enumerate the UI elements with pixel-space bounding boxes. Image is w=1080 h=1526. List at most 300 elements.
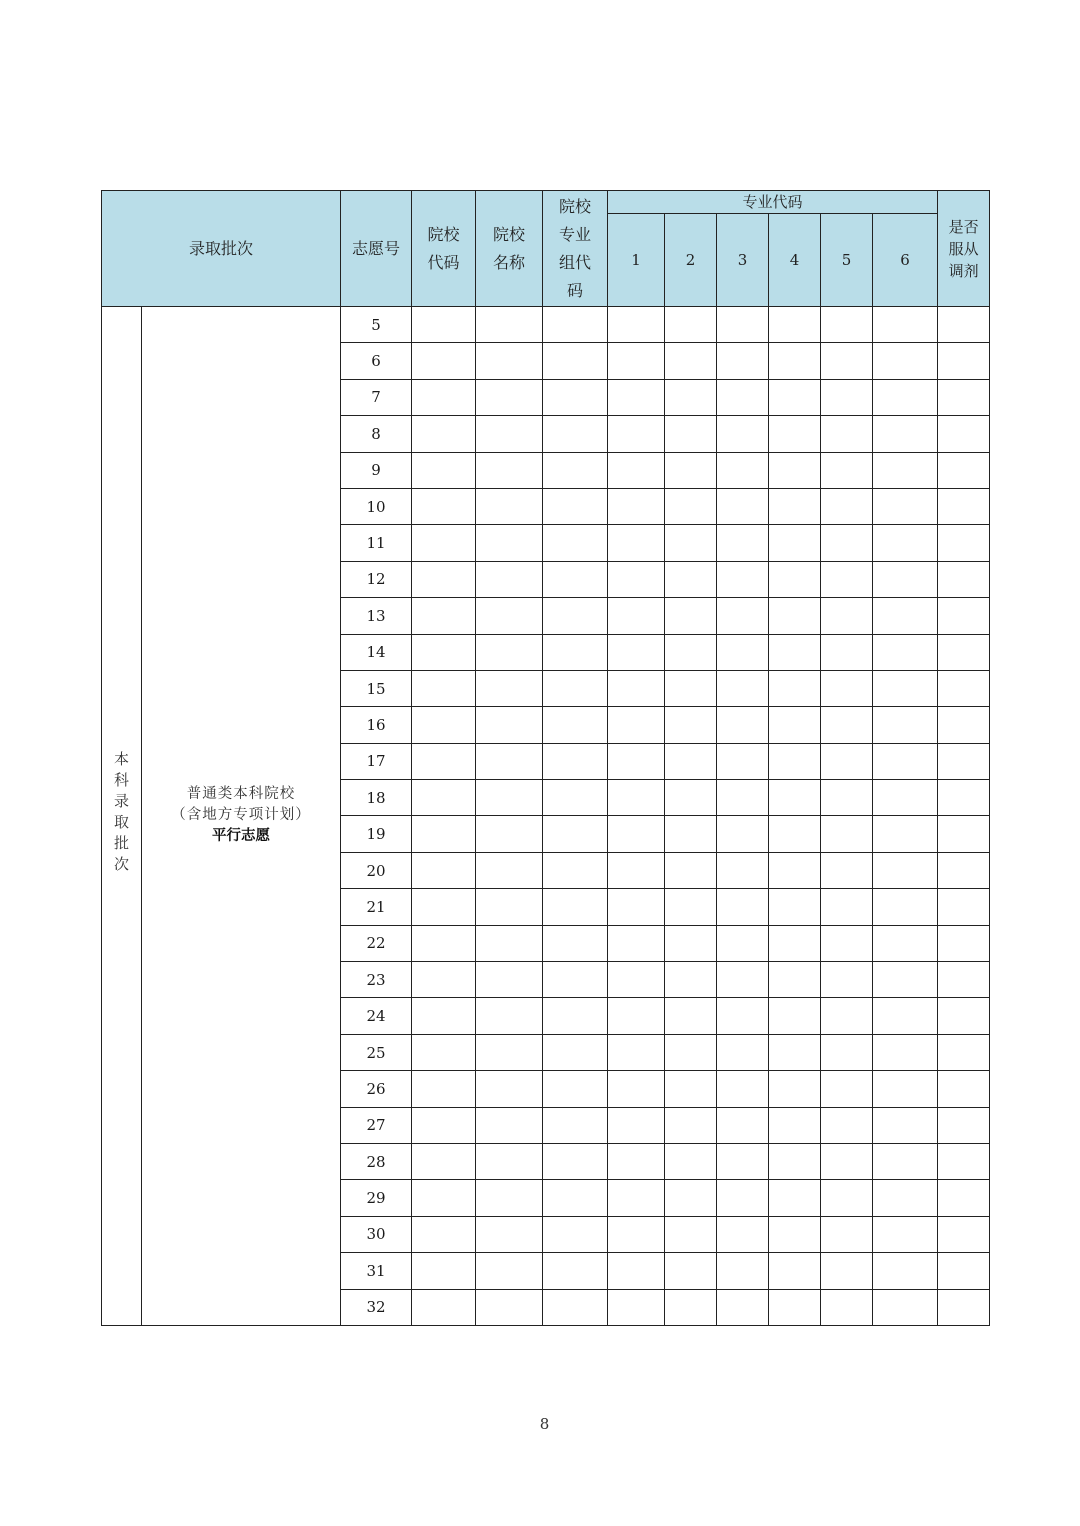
volunteer-number-cell: 22 [341,925,412,961]
major-2-cell[interactable] [665,488,717,524]
school-code-cell[interactable] [412,743,476,779]
major-group-code-cell[interactable] [543,1289,608,1325]
major-3-cell[interactable] [717,1216,769,1252]
major-1-cell[interactable] [608,1034,665,1070]
adjustment-cell[interactable] [938,889,990,925]
major-group-code-cell[interactable] [543,307,608,343]
school-name-cell[interactable] [476,852,543,888]
major-3-cell[interactable] [717,670,769,706]
major-3-cell[interactable] [717,1180,769,1216]
school-code-cell[interactable] [412,1253,476,1289]
major-3-cell[interactable] [717,343,769,379]
school-name-cell[interactable] [476,925,543,961]
major-4-cell[interactable] [769,343,821,379]
school-name-cell[interactable] [476,707,543,743]
major-group-code-cell[interactable] [543,1071,608,1107]
major-2-cell[interactable] [665,307,717,343]
major-4-cell[interactable] [769,1071,821,1107]
major-1-cell[interactable] [608,1107,665,1143]
major-6-cell[interactable] [873,452,938,488]
major-2-cell[interactable] [665,962,717,998]
major-5-cell[interactable] [821,307,873,343]
major-2-cell[interactable] [665,416,717,452]
major-4-cell[interactable] [769,1289,821,1325]
adjustment-cell[interactable] [938,598,990,634]
major-5-cell[interactable] [821,1289,873,1325]
major-3-cell[interactable] [717,852,769,888]
school-code-cell[interactable] [412,488,476,524]
major-4-cell[interactable] [769,1143,821,1179]
major-1-cell[interactable] [608,1289,665,1325]
major-2-cell[interactable] [665,634,717,670]
major-4-cell[interactable] [769,561,821,597]
school-name-cell[interactable] [476,488,543,524]
major-group-code-cell[interactable] [543,598,608,634]
major-1-cell[interactable] [608,488,665,524]
major-2-cell[interactable] [665,343,717,379]
school-code-cell[interactable] [412,307,476,343]
major-5-cell[interactable] [821,379,873,415]
school-name-cell[interactable] [476,1180,543,1216]
adjustment-cell[interactable] [938,925,990,961]
major-5-cell[interactable] [821,1253,873,1289]
school-code-cell[interactable] [412,452,476,488]
major-group-code-cell[interactable] [543,1180,608,1216]
school-code-cell[interactable] [412,634,476,670]
major-2-cell[interactable] [665,889,717,925]
major-2-cell[interactable] [665,1253,717,1289]
major-group-code-cell[interactable] [543,816,608,852]
table-row [102,307,990,343]
school-code-cell[interactable] [412,598,476,634]
major-1-cell[interactable] [608,525,665,561]
major-group-code-cell[interactable] [543,1107,608,1143]
major-1-cell[interactable] [608,889,665,925]
major-3-cell[interactable] [717,1107,769,1143]
major-1-cell[interactable] [608,780,665,816]
major-3-cell[interactable] [717,561,769,597]
school-code-cell[interactable] [412,816,476,852]
school-name-cell[interactable] [476,1289,543,1325]
major-2-cell[interactable] [665,1180,717,1216]
major-1-cell[interactable] [608,416,665,452]
major-1-cell[interactable] [608,561,665,597]
major-4-cell[interactable] [769,379,821,415]
major-1-cell[interactable] [608,743,665,779]
adjustment-cell[interactable] [938,525,990,561]
major-6-cell[interactable] [873,1107,938,1143]
major-6-cell[interactable] [873,307,938,343]
major-4-cell[interactable] [769,307,821,343]
major-group-code-cell[interactable] [543,452,608,488]
major-5-cell[interactable] [821,1143,873,1179]
adjustment-cell[interactable] [938,1034,990,1070]
major-group-code-cell[interactable] [543,416,608,452]
school-name-cell[interactable] [476,743,543,779]
school-name-cell[interactable] [476,889,543,925]
major-group-code-cell[interactable] [543,780,608,816]
major-6-cell[interactable] [873,816,938,852]
major-1-cell[interactable] [608,998,665,1034]
major-3-cell[interactable] [717,816,769,852]
major-1-cell[interactable] [608,852,665,888]
major-6-cell[interactable] [873,379,938,415]
school-code-cell[interactable] [412,1180,476,1216]
school-code-cell[interactable] [412,379,476,415]
major-6-cell[interactable] [873,1034,938,1070]
major-1-cell[interactable] [608,1216,665,1252]
major-6-cell[interactable] [873,1216,938,1252]
major-2-cell[interactable] [665,1289,717,1325]
major-2-cell[interactable] [665,525,717,561]
adjustment-cell[interactable] [938,1143,990,1179]
major-group-code-cell[interactable] [543,561,608,597]
school-name-cell[interactable] [476,1071,543,1107]
major-5-cell[interactable] [821,525,873,561]
adjustment-cell[interactable] [938,670,990,706]
adjustment-cell[interactable] [938,962,990,998]
major-2-cell[interactable] [665,816,717,852]
school-name-cell[interactable] [476,307,543,343]
adjustment-cell[interactable] [938,561,990,597]
school-name-cell[interactable] [476,525,543,561]
major-5-cell[interactable] [821,670,873,706]
major-1-cell[interactable] [608,598,665,634]
school-name-cell[interactable] [476,816,543,852]
volunteer-number-cell: 20 [341,852,412,888]
adjustment-cell[interactable] [938,452,990,488]
major-2-cell[interactable] [665,925,717,961]
major-4-cell[interactable] [769,634,821,670]
school-name-cell[interactable] [476,1107,543,1143]
major-6-cell[interactable] [873,670,938,706]
major-6-cell[interactable] [873,925,938,961]
volunteer-number-cell: 18 [341,780,412,816]
adjustment-cell[interactable] [938,379,990,415]
volunteer-number-cell: 28 [341,1143,412,1179]
adjustment-cell[interactable] [938,1289,990,1325]
school-name-cell[interactable] [476,670,543,706]
major-2-cell[interactable] [665,379,717,415]
header-major-group-code-text: 院校专业组代码 [559,196,592,300]
major-group-code-cell[interactable] [543,1143,608,1179]
major-4-cell[interactable] [769,925,821,961]
adjustment-cell[interactable] [938,1216,990,1252]
major-5-cell[interactable] [821,1107,873,1143]
major-2-cell[interactable] [665,1034,717,1070]
major-5-cell[interactable] [821,1216,873,1252]
adjustment-cell[interactable] [938,634,990,670]
major-3-cell[interactable] [717,1071,769,1107]
major-1-cell[interactable] [608,707,665,743]
major-6-cell[interactable] [873,780,938,816]
major-3-cell[interactable] [717,1253,769,1289]
major-5-cell[interactable] [821,780,873,816]
major-6-cell[interactable] [873,416,938,452]
major-group-code-cell[interactable] [543,634,608,670]
major-group-code-cell[interactable] [543,1034,608,1070]
major-group-code-cell[interactable] [543,343,608,379]
major-4-cell[interactable] [769,780,821,816]
major-3-cell[interactable] [717,598,769,634]
major-1-cell[interactable] [608,452,665,488]
major-5-cell[interactable] [821,852,873,888]
school-code-cell[interactable] [412,852,476,888]
adjustment-cell[interactable] [938,816,990,852]
adjustment-cell[interactable] [938,1253,990,1289]
major-3-cell[interactable] [717,780,769,816]
major-group-code-cell[interactable] [543,707,608,743]
school-name-cell[interactable] [476,1253,543,1289]
major-5-cell[interactable] [821,598,873,634]
major-1-cell[interactable] [608,634,665,670]
header-volunteer-number: 志愿号 [341,191,412,307]
major-4-cell[interactable] [769,707,821,743]
school-code-cell[interactable] [412,1034,476,1070]
major-2-cell[interactable] [665,998,717,1034]
major-5-cell[interactable] [821,1180,873,1216]
major-4-cell[interactable] [769,962,821,998]
major-5-cell[interactable] [821,962,873,998]
major-1-cell[interactable] [608,670,665,706]
adjustment-cell[interactable] [938,1107,990,1143]
major-5-cell[interactable] [821,343,873,379]
major-3-cell[interactable] [717,1143,769,1179]
adjustment-cell[interactable] [938,343,990,379]
major-5-cell[interactable] [821,1071,873,1107]
volunteer-number-cell: 19 [341,816,412,852]
school-code-cell[interactable] [412,1289,476,1325]
school-code-cell[interactable] [412,1107,476,1143]
major-6-cell[interactable] [873,488,938,524]
major-5-cell[interactable] [821,416,873,452]
major-5-cell[interactable] [821,816,873,852]
school-name-cell[interactable] [476,634,543,670]
major-3-cell[interactable] [717,1034,769,1070]
major-4-cell[interactable] [769,1253,821,1289]
major-2-cell[interactable] [665,852,717,888]
school-name-cell[interactable] [476,1143,543,1179]
adjustment-cell[interactable] [938,780,990,816]
major-4-cell[interactable] [769,1180,821,1216]
major-2-cell[interactable] [665,707,717,743]
category-line-2: （含地方专项计划） [171,807,311,824]
school-name-cell[interactable] [476,1216,543,1252]
major-2-cell[interactable] [665,780,717,816]
major-5-cell[interactable] [821,925,873,961]
major-4-cell[interactable] [769,416,821,452]
major-5-cell[interactable] [821,634,873,670]
major-4-cell[interactable] [769,816,821,852]
header-school-code [412,191,476,307]
school-code-cell[interactable] [412,670,476,706]
volunteer-number-cell: 5 [341,307,412,343]
major-2-cell[interactable] [665,452,717,488]
major-3-cell[interactable] [717,743,769,779]
major-1-cell[interactable] [608,307,665,343]
header-school-code-text: 院校代码 [427,224,460,272]
major-6-cell[interactable] [873,962,938,998]
major-3-cell[interactable] [717,707,769,743]
major-6-cell[interactable] [873,634,938,670]
school-code-cell[interactable] [412,925,476,961]
volunteer-number-cell: 25 [341,1034,412,1070]
major-3-cell[interactable] [717,379,769,415]
major-6-cell[interactable] [873,743,938,779]
major-4-cell[interactable] [769,1216,821,1252]
major-6-cell[interactable] [873,343,938,379]
major-4-cell[interactable] [769,452,821,488]
major-3-cell[interactable] [717,962,769,998]
major-3-cell[interactable] [717,1289,769,1325]
major-group-code-cell[interactable] [543,962,608,998]
major-3-cell[interactable] [717,416,769,452]
school-name-cell[interactable] [476,598,543,634]
major-5-cell[interactable] [821,743,873,779]
major-1-cell[interactable] [608,962,665,998]
school-code-cell[interactable] [412,962,476,998]
major-5-cell[interactable] [821,707,873,743]
adjustment-cell[interactable] [938,1071,990,1107]
volunteer-number-cell: 8 [341,416,412,452]
header-major-col-1: 1 [608,214,665,307]
major-1-cell[interactable] [608,816,665,852]
school-name-cell[interactable] [476,343,543,379]
major-4-cell[interactable] [769,670,821,706]
major-6-cell[interactable] [873,1180,938,1216]
major-group-code-cell[interactable] [543,852,608,888]
major-2-cell[interactable] [665,561,717,597]
major-4-cell[interactable] [769,598,821,634]
major-1-cell[interactable] [608,1180,665,1216]
major-5-cell[interactable] [821,561,873,597]
school-name-cell[interactable] [476,452,543,488]
school-name-cell[interactable] [476,379,543,415]
school-code-cell[interactable] [412,1143,476,1179]
major-6-cell[interactable] [873,1253,938,1289]
school-code-cell[interactable] [412,343,476,379]
major-6-cell[interactable] [873,525,938,561]
major-2-cell[interactable] [665,670,717,706]
major-6-cell[interactable] [873,852,938,888]
major-4-cell[interactable] [769,998,821,1034]
adjustment-cell[interactable] [938,707,990,743]
major-1-cell[interactable] [608,1071,665,1107]
major-3-cell[interactable] [717,634,769,670]
major-group-code-cell[interactable] [543,925,608,961]
major-4-cell[interactable] [769,852,821,888]
major-4-cell[interactable] [769,1034,821,1070]
major-4-cell[interactable] [769,525,821,561]
major-group-code-cell[interactable] [543,670,608,706]
major-2-cell[interactable] [665,598,717,634]
adjustment-cell[interactable] [938,307,990,343]
school-code-cell[interactable] [412,780,476,816]
major-group-code-cell[interactable] [543,743,608,779]
major-4-cell[interactable] [769,889,821,925]
adjustment-cell[interactable] [938,488,990,524]
major-1-cell[interactable] [608,379,665,415]
adjustment-cell[interactable] [938,998,990,1034]
school-code-cell[interactable] [412,561,476,597]
major-6-cell[interactable] [873,1071,938,1107]
major-2-cell[interactable] [665,1216,717,1252]
school-code-cell[interactable] [412,1071,476,1107]
school-code-cell[interactable] [412,707,476,743]
major-2-cell[interactable] [665,1071,717,1107]
header-major-group-code [543,191,608,307]
adjustment-cell[interactable] [938,416,990,452]
school-code-cell[interactable] [412,1216,476,1252]
major-6-cell[interactable] [873,998,938,1034]
major-group-code-cell[interactable] [543,889,608,925]
major-6-cell[interactable] [873,889,938,925]
major-4-cell[interactable] [769,488,821,524]
adjustment-cell[interactable] [938,1180,990,1216]
major-2-cell[interactable] [665,1107,717,1143]
adjustment-cell[interactable] [938,852,990,888]
major-group-code-cell[interactable] [543,488,608,524]
major-6-cell[interactable] [873,707,938,743]
major-3-cell[interactable] [717,307,769,343]
school-code-cell[interactable] [412,416,476,452]
volunteer-number-cell: 7 [341,379,412,415]
major-5-cell[interactable] [821,452,873,488]
major-5-cell[interactable] [821,998,873,1034]
adjustment-cell[interactable] [938,743,990,779]
major-3-cell[interactable] [717,452,769,488]
volunteer-number-cell: 9 [341,452,412,488]
major-5-cell[interactable] [821,1034,873,1070]
major-3-cell[interactable] [717,925,769,961]
major-6-cell[interactable] [873,1143,938,1179]
school-name-cell[interactable] [476,962,543,998]
school-name-cell[interactable] [476,416,543,452]
major-group-code-cell[interactable] [543,525,608,561]
major-3-cell[interactable] [717,998,769,1034]
major-1-cell[interactable] [608,343,665,379]
major-5-cell[interactable] [821,488,873,524]
major-6-cell[interactable] [873,1289,938,1325]
major-6-cell[interactable] [873,561,938,597]
major-3-cell[interactable] [717,525,769,561]
school-name-cell[interactable] [476,561,543,597]
major-group-code-cell[interactable] [543,1253,608,1289]
school-code-cell[interactable] [412,889,476,925]
major-2-cell[interactable] [665,743,717,779]
major-1-cell[interactable] [608,1143,665,1179]
school-code-cell[interactable] [412,525,476,561]
school-code-cell[interactable] [412,998,476,1034]
major-6-cell[interactable] [873,598,938,634]
major-1-cell[interactable] [608,1253,665,1289]
major-4-cell[interactable] [769,743,821,779]
major-4-cell[interactable] [769,1107,821,1143]
school-name-cell[interactable] [476,998,543,1034]
school-name-cell[interactable] [476,780,543,816]
major-5-cell[interactable] [821,889,873,925]
major-2-cell[interactable] [665,1143,717,1179]
major-3-cell[interactable] [717,488,769,524]
major-3-cell[interactable] [717,889,769,925]
major-1-cell[interactable] [608,925,665,961]
header-major-col-2: 2 [665,214,717,307]
volunteer-form-table [101,190,990,1326]
major-group-code-cell[interactable] [543,379,608,415]
major-group-code-cell[interactable] [543,1216,608,1252]
school-name-cell[interactable] [476,1034,543,1070]
major-group-code-cell[interactable] [543,998,608,1034]
